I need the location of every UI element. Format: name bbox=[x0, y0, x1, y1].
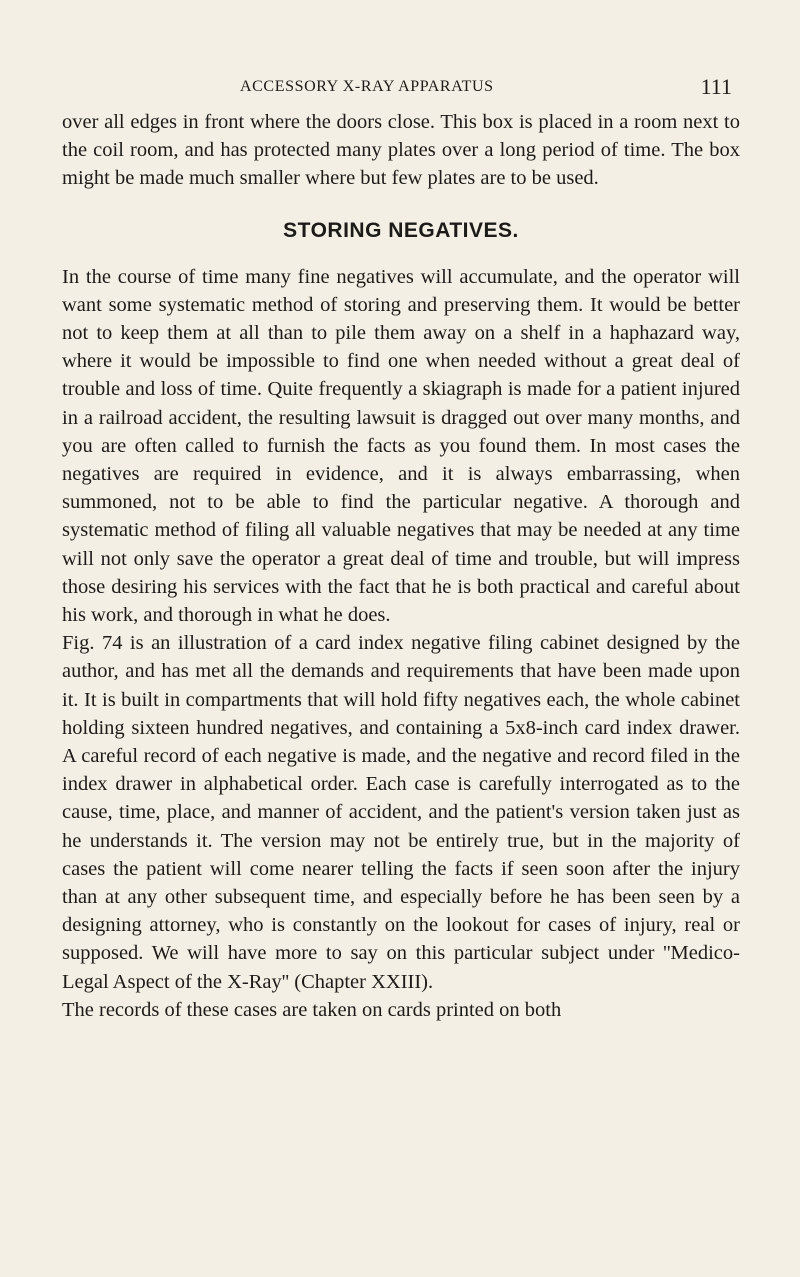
page-number: 111 bbox=[700, 74, 732, 99]
running-title: ACCESSORY X-RAY APPARATUS bbox=[240, 78, 494, 95]
paragraph-filing-cabinet: Fig. 74 is an illustration of a card index negative filing cabinet designed by the author, and has met all the demands and requirements that have been made upon it. It is built in compartments that will hold fifty negatives each, the whole cabinet holding sixteen hundred negatives, and containing a 5x8-inch card index drawer. A careful record of each negative is made, and the negative and record filed in the index drawer in alphabetical order. Each case is carefully interrogated as to the cause, time, place, and manner of accident, and the patient's version taken just as he understands it. The version may not be entirely true, but in the majority of cases the patient will come nearer telling the facts if seen soon after the injury than at any other subsequent time, and especially before he has been seen by a designing attorney, who is constantly on the lookout for cases of injury, real or supposed. We will have more to say on this particular subject under ''Medico-Legal Aspect of the X-Ray'' (Chapter XXIII). bbox=[62, 632, 740, 993]
paragraph-records: The records of these cases are taken on cards printed on both bbox=[62, 998, 562, 1021]
paragraph-storing-negatives: In the course of time many fine negatives will accumulate, and the operator will want some systematic method of storing and preserving them. It would be better not to keep them at all than to pile them away on a shelf in a haphazard way, where it would be impossible to find one when needed without a great deal of trouble and loss of time. Quite frequently a skiagraph is made for a patient injured in a railroad accident, the resulting lawsuit is dragged out over many months, and you are often called to furnish the facts as you found them. In most cases the negatives are required in evidence, and it is always embarrassing, when summoned, not to be able to find the particular negative. A thorough and systematic method of filing all valuable negatives that may be needed at any time will not only save the operator a great deal of time and trouble, but will impress those desiring his services with the fact that he is both practical and careful about his work, and thorough in what he does. bbox=[62, 265, 740, 627]
section-heading: STORING NEGATIVES. bbox=[283, 218, 519, 242]
running-head bbox=[62, 74, 740, 108]
paragraph-continued: over all edges in front where the doors close. This box is placed in a room next to the coil room, and has protected many plates over a long period of time. The box might be made much smaller where but few plates are to be used. bbox=[62, 111, 740, 190]
